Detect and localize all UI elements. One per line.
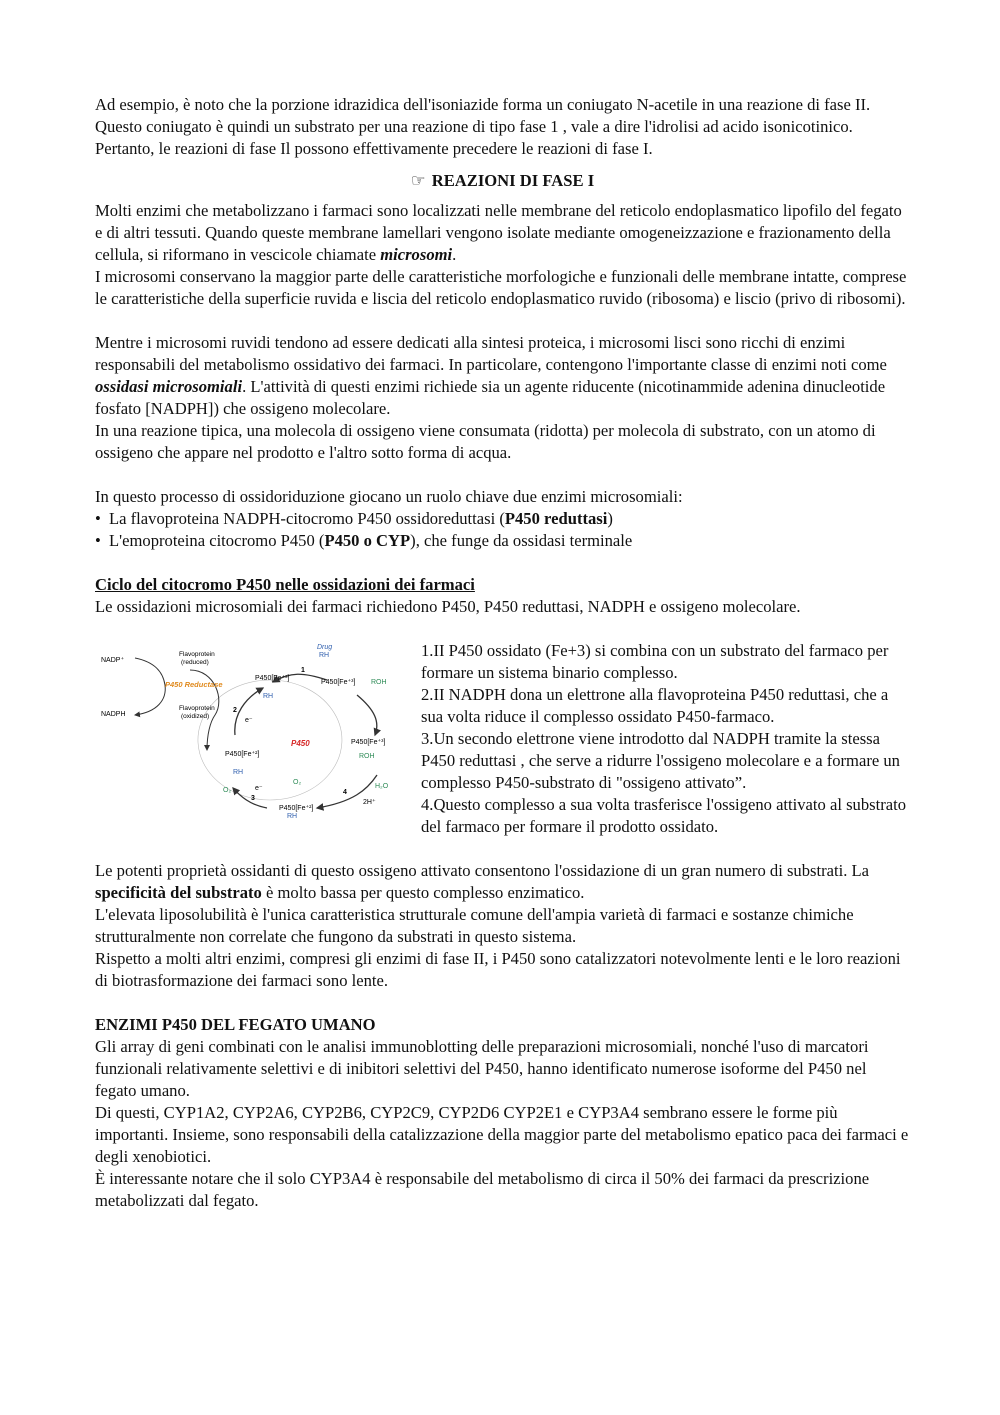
arrow-fe3-roh: [357, 695, 377, 735]
roh-top-label: ROH: [371, 679, 387, 686]
cycle-step-2: 2.II NADPH dona un elettrone alla flavoproteina P450 reduttasi, che a sua volta riduce il complesso ossidato P450-farmaco.: [421, 685, 889, 726]
bullet-item-reductase: [95, 508, 910, 530]
oxidases-text: Mentre i microsomi ruvidi tendono ad essere dedicati alla sintesi proteica, i microsomi lisci sono ricchi di enzimi responsabili del metabolismo ossidativo dei farmaci. In particolare, contengono l'importante classe di enzimi noti come: [95, 333, 887, 374]
step-4-number: 4: [343, 789, 347, 796]
gene-arrays-paragraph: Gli array di geni combinati con le analisi immunoblotting delle preparazioni microsomiali, nonché l'uso di marcatori funzionali relativamente selettivi e di inibitori selettivi del P450, hanno identificato numerose isoforme del P450 nel fegato umano.: [95, 1037, 869, 1100]
oxidant-text: Le potenti proprietà ossidanti di questo ossigeno attivato consentono l'ossidazione di un gran numero di substrati. La: [95, 861, 869, 880]
microsomes-paragraph: [95, 200, 910, 266]
two-h-label: 2H⁺: [363, 799, 376, 806]
enzymes-intro-paragraph: In questo processo di ossidoriduzione giocano un ruolo chiave due enzimi microsomiali:: [95, 487, 683, 506]
bullet-text-end: ): [607, 509, 613, 528]
oxidases-paragraph: [95, 332, 910, 420]
step-1-number: 1: [301, 667, 305, 674]
isoforms-paragraph: Di questi, CYP1A2, CYP2A6, CYP2B6, CYP2C9, CYP2D6 CYP2E1 e CYP3A4 sembrano essere le forme più importanti. Insieme, sono responsabili della catalizzazione della maggior parte del metabolismo epatico paca dei farmaci e degli xenobiotici.: [95, 1103, 909, 1166]
oxidant-text-end: è molto bassa per questo complesso enzimatico.: [261, 883, 585, 902]
bullet-item-cyp: [95, 530, 910, 552]
phase1-heading-text: REAZIONI DI FASE I: [431, 171, 595, 190]
p450-fe2-rh-label: P450[Fe⁺²]: [225, 751, 260, 758]
document-page: [95, 94, 910, 1212]
oxidases-term: ossidasi microsomiali: [95, 377, 243, 396]
p450-fe3-roh-label: P450[Fe⁺³]: [351, 739, 386, 746]
oxidant-paragraph: [95, 860, 910, 904]
flavoprotein-oxidized-label: Flavoprotein: [179, 705, 215, 712]
bullet-text: La flavoproteina NADPH-citocromo P450 ossidoreduttasi (: [109, 509, 505, 528]
drug-rh-label: RH: [319, 652, 330, 659]
o2-left-label: O₂: [223, 787, 232, 794]
rh-left-label: RH: [233, 769, 244, 776]
cyp3a4-paragraph: È interessante notare che il solo CYP3A4 è responsabile del metabolismo di circa il 50% dei farmaci da prescrizione metabolizzati dal fegato.: [95, 1169, 870, 1210]
liver-enzymes-heading: ENZIMI P450 DEL FEGATO UMANO: [95, 1015, 376, 1034]
bullet-dot: •: [95, 509, 101, 528]
h2o-label: H₂O: [375, 783, 389, 790]
electron-step-3: e⁻: [255, 785, 263, 792]
o2-bottom-label: O₂: [293, 779, 302, 786]
drug-label: Drug: [317, 644, 333, 651]
p450-cycle-diagram: [95, 640, 405, 820]
arrow-nadph: [135, 658, 165, 715]
p450-center-label: P450: [291, 739, 310, 748]
cycle-step-3: 3.Un secondo elettrone viene introdotto dal NADPH tramite la stessa P450 reduttasi , che serve a ridurre l'ossigeno molecolare e a formare un complesso P450-substrato di "ossigeno attivato”.: [421, 729, 900, 792]
phase1-heading: [95, 170, 910, 192]
cycle-section-title: Ciclo del citocromo P450 nelle ossidazioni dei farmaci: [95, 575, 475, 594]
cycle-step-4: 4.Questo complesso a sua volta trasferisce l'ossigeno attivato al substrato del farmaco per formare il prodotto ossidato.: [421, 795, 907, 836]
oxidases-text-end: . L'attività di questi enzimi richiede sia un agente riducente (nicotinammide adenina dinucleotide fosfato [NADPH]) che ossigeno molecolare.: [95, 377, 886, 418]
bullet-bold: P450 reduttasi: [504, 509, 608, 528]
bullet-text: L'emoproteina citocromo P450 (: [109, 531, 325, 550]
step-2-number: 2: [233, 707, 237, 714]
roh-right-label: ROH: [359, 753, 375, 760]
rh-top-label: RH: [263, 693, 274, 700]
slow-catalysts-paragraph: Rispetto a molti altri enzimi, compresi gli enzimi di fase II, i P450 sono catalizzatori notevolmente lenti e le loro reazioni di biotrasformazione dei farmaci sono lente.: [95, 949, 901, 990]
cycle-step-1: 1.II P450 ossidato (Fe+3) si combina con un substrato del farmaco per formare un sistema binario complesso.: [421, 641, 889, 682]
rh-bottom-label: RH: [287, 813, 298, 820]
electron-step-2: e⁻: [245, 717, 253, 724]
oxidant-bold: specificità del substrato: [95, 883, 262, 902]
p450-fe3-rh-label: P450[Fe⁺³]: [255, 675, 290, 682]
bullet-text-end: ), che funge da ossidasi terminale: [410, 531, 633, 550]
bullet-dot: •: [95, 531, 101, 550]
hand-pointing-icon: ☞: [410, 171, 426, 190]
microsomes-text: Molti enzimi che metabolizzano i farmaci sono localizzati nelle membrane del reticolo endoplasmatico lipofilo del fegato e di altri tessuti. Quando queste membrane lamellari vengono isolate mediante omogeneizzazione e frazionamento della cellula, si riformano in vescicole chiamate: [95, 201, 902, 264]
microsomes-term: microsomi: [380, 245, 453, 264]
p450-fe3-top-label: P450[Fe⁺³]: [321, 679, 356, 686]
intro-paragraph: Ad esempio, è noto che la porzione idrazidica dell'isoniazide forma un coniugato N-acetile in una reazione di fase II. Questo coniugato è quindi un substrato per una reazione di tipo fase 1 , vale a dire l'idrolisi ad acido isonicotinico. Pertanto, le reazioni di fase Il possono effettivamente precedere le reazioni di fase I.: [95, 95, 871, 158]
step-3-number: 3: [251, 795, 255, 802]
p450-reductase-label: P450 Reductase: [165, 680, 223, 689]
cycle-steps: [421, 640, 910, 838]
p450-cycle-svg: [95, 640, 405, 820]
flavoprotein-reduced-state: (reduced): [181, 659, 209, 666]
flavoprotein-oxidized-state: (oxidized): [181, 713, 210, 720]
flavoprotein-reduced-label: Flavoprotein: [179, 651, 215, 658]
p450-fe2-bottom-label: P450[Fe⁺²]: [279, 805, 314, 812]
reaction-paragraph: In una reazione tipica, una molecola di ossigeno viene consumata (ridotta) per molecola di substrato, con un atomo di ossigeno che appare nel prodotto e l'altro sotto forma di acqua.: [95, 421, 876, 462]
nadph-label: NADPH: [101, 711, 126, 718]
bullet-bold: P450 o CYP: [324, 531, 411, 550]
microsomes-text-end: .: [452, 245, 457, 264]
cycle-paragraph: Le ossidazioni microsomiali dei farmaci richiedono P450, P450 reduttasi, NADPH e ossigeno molecolare.: [95, 597, 801, 616]
cycle-figure-row: [95, 640, 910, 838]
microsomes-paragraph-2: I microsomi conservano la maggior parte delle caratteristiche morfologiche e funzionali delle membrane intatte, comprese le caratteristiche della superficie ruvida e liscia del reticolo endoplasmatico ruvido (ribosoma) e liscio (privo di ribosomi).: [95, 267, 907, 308]
liposolubility-paragraph: L'elevata liposolubilità è l'unica caratteristica strutturale comune dell'ampia varietà di farmaci e sostanze chimiche strutturalmente non correlate che fungono da substrati in questo sistema.: [95, 905, 854, 946]
nadp-plus-label: NADP⁺: [101, 657, 125, 664]
arrow-step-2: [235, 688, 263, 735]
